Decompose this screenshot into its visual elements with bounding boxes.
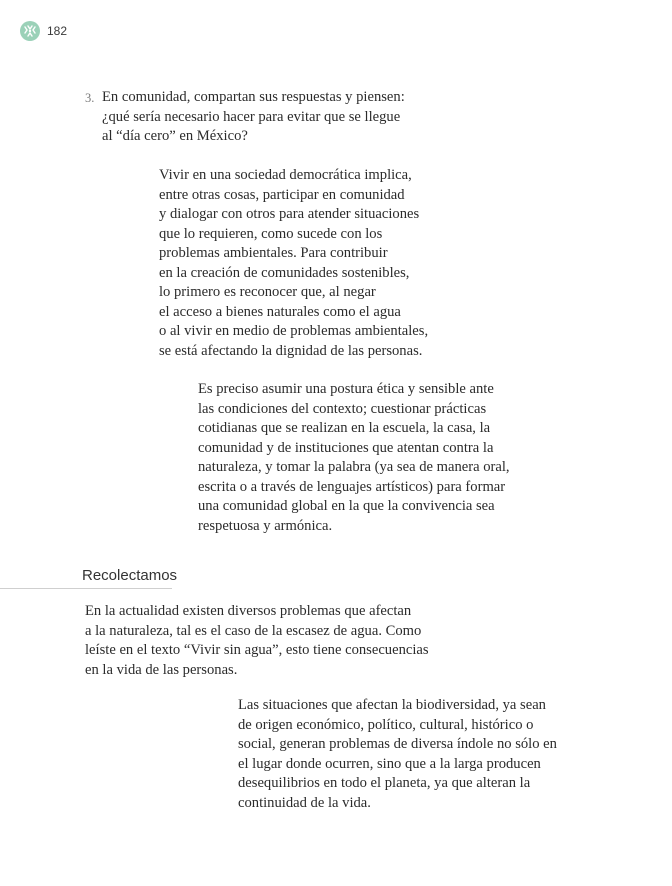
- question-line: En comunidad, compartan sus respuestas y piensen:: [102, 89, 405, 105]
- paragraph-line: entre otras cosas, participar en comunidad: [159, 186, 405, 203]
- paragraph-line: Las situaciones que afectan la biodiversidad, ya sean: [238, 697, 546, 713]
- paragraph-line: en la vida de las personas.: [85, 661, 238, 678]
- paragraph-line: escrita o a través de lenguajes artísticos) para formar: [198, 478, 506, 495]
- paragraph-biodiversity: [238, 696, 557, 813]
- paragraph-ethical-stance: [198, 380, 510, 536]
- paragraph-line: se está afectando la dignidad de las personas.: [159, 342, 423, 359]
- paragraph-line: En la actualidad existen diversos problemas que afectan: [85, 603, 412, 619]
- question-line: al “día cero” en México?: [102, 128, 248, 144]
- paragraph-line: leíste en el texto “Vivir sin agua”, esto tiene consecuencias: [85, 642, 429, 658]
- paragraph-line: social, generan problemas de diversa índole no sólo en: [238, 736, 557, 752]
- page-number: 182: [47, 24, 68, 38]
- paragraph-line: cotidianas que se realizan en la escuela, la casa, la: [198, 420, 491, 436]
- paragraph-line: o al vivir en medio de problemas ambientales,: [159, 323, 429, 339]
- page-header: [20, 21, 67, 41]
- question-text: [102, 88, 405, 147]
- paragraph-line: que lo requieren, como sucede con los: [159, 225, 383, 242]
- paragraph-line: desequilibrios en todo el planeta, ya que alteran la: [238, 775, 531, 791]
- paragraph-line: y dialogar con otros para atender situaciones: [159, 206, 420, 222]
- paragraph-line: Es preciso asumir una postura ética y sensible ante: [198, 381, 494, 397]
- paragraph-line: en la creación de comunidades sostenibles,: [159, 264, 410, 281]
- paragraph-democratic-society: [159, 166, 428, 361]
- paragraph-line: a la naturaleza, tal es el caso de la escasez de agua. Como: [85, 622, 422, 639]
- section-heading: Recolectamos: [82, 567, 178, 584]
- paragraph-line: lo primero es reconocer que, al negar: [159, 284, 376, 300]
- question-line: ¿qué sería necesario hacer para evitar que se llegue: [102, 108, 401, 125]
- paragraph-line: las condiciones del contexto; cuestionar prácticas: [198, 400, 487, 417]
- paragraph-line: Vivir en una sociedad democrática implica,: [159, 167, 412, 183]
- paragraph-line: el acceso a bienes naturales como el agua: [159, 303, 401, 320]
- question-number: 3.: [85, 91, 95, 105]
- leaf-pattern-icon: [20, 21, 40, 41]
- paragraph-line: de origen económico, político, cultural, histórico o: [238, 716, 534, 733]
- paragraph-water-scarcity: [85, 602, 429, 680]
- paragraph-line: respetuosa y armónica.: [198, 517, 333, 534]
- paragraph-line: una comunidad global en la que la convivencia sea: [198, 498, 495, 514]
- paragraph-line: continuidad de la vida.: [238, 794, 371, 811]
- leaf-pattern-icon-graphic: [23, 24, 37, 38]
- paragraph-line: problemas ambientales. Para contribuir: [159, 245, 388, 261]
- section-divider: [0, 588, 172, 589]
- paragraph-line: naturaleza, y tomar la palabra (ya sea de manera oral,: [198, 459, 510, 475]
- paragraph-line: el lugar donde ocurren, sino que a la larga producen: [238, 755, 541, 772]
- paragraph-line: comunidad y de instituciones que atentan contra la: [198, 439, 494, 456]
